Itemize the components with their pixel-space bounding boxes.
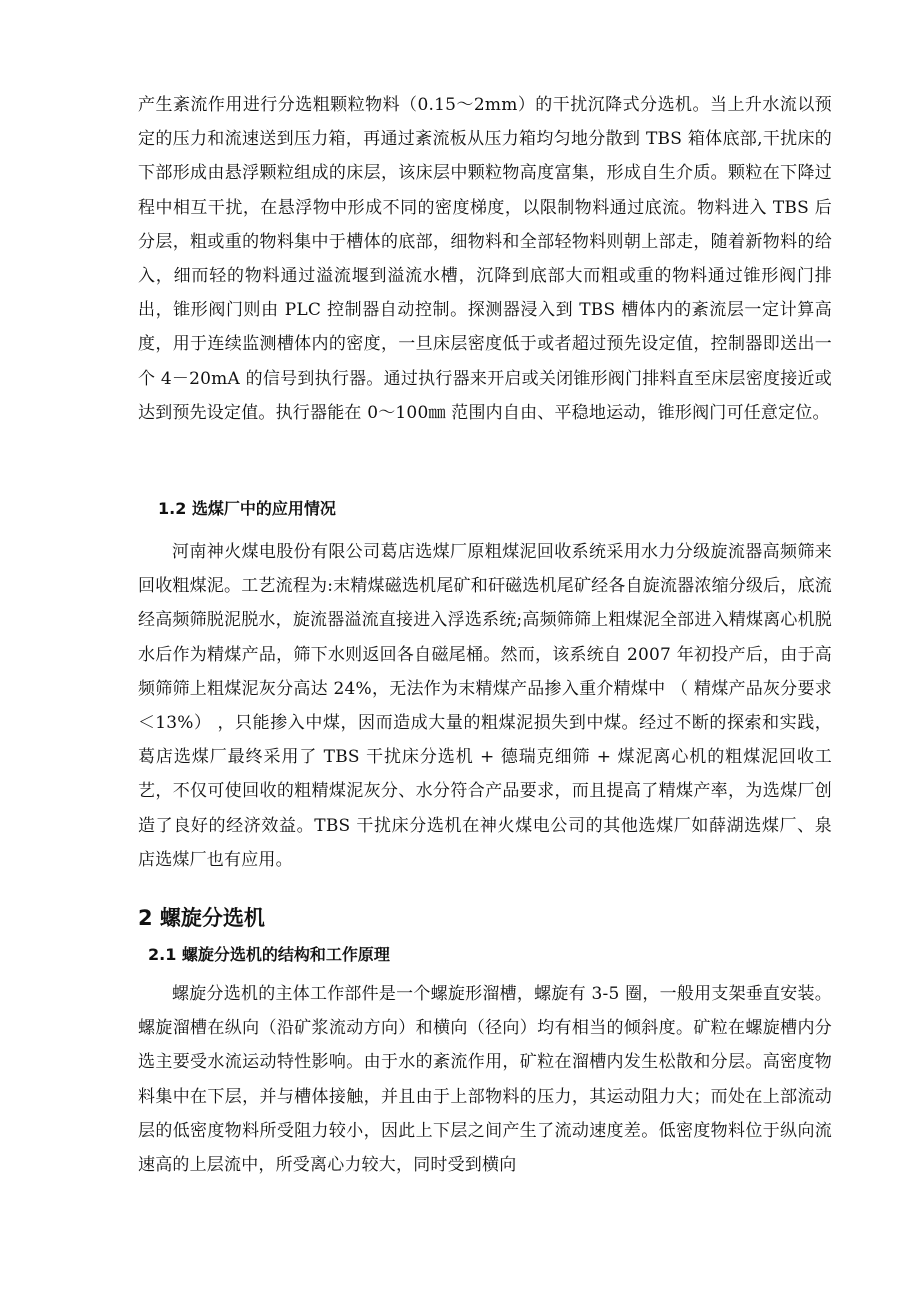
section-heading-1-2: 1.2 选煤厂中的应用情况 (158, 499, 336, 518)
section-heading-2-1: 2.1 螺旋分选机的结构和工作原理 (148, 945, 390, 964)
paragraph-spiral-separator: 螺旋分选机的主体工作部件是一个螺旋形溜槽，螺旋有 3-5 圈，一般用支架垂直安装。螺旋溜槽在纵向（沿矿浆流动方向）和横向（径向）均有相当的倾斜度。矿粒在螺旋槽内分选主要受水流运动特性影响。由于水的紊流作用，矿粒在溜槽内发生松散和分层。高密度物料集中在下层，并与槽体接触，并且由于上部物料的压力，其运动阻力大；而处在上部流动层的低密度物料所受阻力较小，因此上下层之间产生了流动速度差。低密度物料位于纵向流速高的上层流中，所受离心力较大，同时受到横向 (138, 984, 832, 1176)
paragraph-tbs-principle: 产生紊流作用进行分选粗颗粒物料（0.15～2mm）的干扰沉降式分选机。当上升水流以预定的压力和流速送到压力箱，再通过紊流板从压力箱均匀地分散到 TBS 箱体底部,干扰床的下部形成由悬浮颗粒组成的床层，该床层中颗粒物高度富集，形成自生介质。颗粒在下降过程中相互干扰，在悬浮物中形成不同的密度梯度，以限制物料通过底流。物料进入 TBS 后分层，粗或重的物料集中于槽体的底部，细物料和全部轻物料则朝上部走，随着新物料的给入，细而轻的物料通过溢流堰到溢流水槽，沉降到底部大而粗或重的物料通过锥形阀门排出，锥形阀门则由 PLC 控制器自动控制。探测器浸入到 TBS 槽体内的紊流层一定计算高度，用于连续监测槽体内的密度，一旦床层密度低于或者超过预先设定值，控制器即送出一个 4－20mA 的信号到执行器。通过执行器来开启或关闭锥形阀门排料直至床层密度接近或达到预先设定值。执行器能在 0～100㎜ 范围内自由、平稳地运动，锥形阀门可任意定位。 (138, 95, 832, 423)
section-heading-2: 2 螺旋分选机 (138, 906, 265, 930)
paragraph-plant-application: 河南神火煤电股份有限公司葛店选煤厂原粗煤泥回收系统采用水力分级旋流器高频筛来回收粗煤泥。工艺流程为:末精煤磁选机尾矿和矸磁选机尾矿经各自旋流器浓缩分级后，底流经高频筛脱泥脱水，旋流器溢流直接进入浮选系统;高频筛筛上粗煤泥全部进入精煤离心机脱水后作为精煤产品，筛下水则返回各自磁尾桶。然而，该系统自 2007 年初投产后，由于高频筛筛上粗煤泥灰分高达 24%，无法作为末精煤产品掺入重介精煤中 （ 精煤产品灰分要求 ＜13%） ，只能掺入中煤，因而造成大量的粗煤泥损失到中煤。经过不断的探索和实践，葛店选煤厂最终采用了 TBS 干扰床分选机 + 德瑞克细筛 + 煤泥离心机的粗煤泥回收工艺，不仅可使回收的粗精煤泥灰分、水分符合产品要求，而且提高了精煤产率，为选煤厂创造了良好的经济效益。TBS 干扰床分选机在神火煤电公司的其他选煤厂如薛湖选煤厂、泉店选煤厂也有应用。 (138, 542, 832, 870)
